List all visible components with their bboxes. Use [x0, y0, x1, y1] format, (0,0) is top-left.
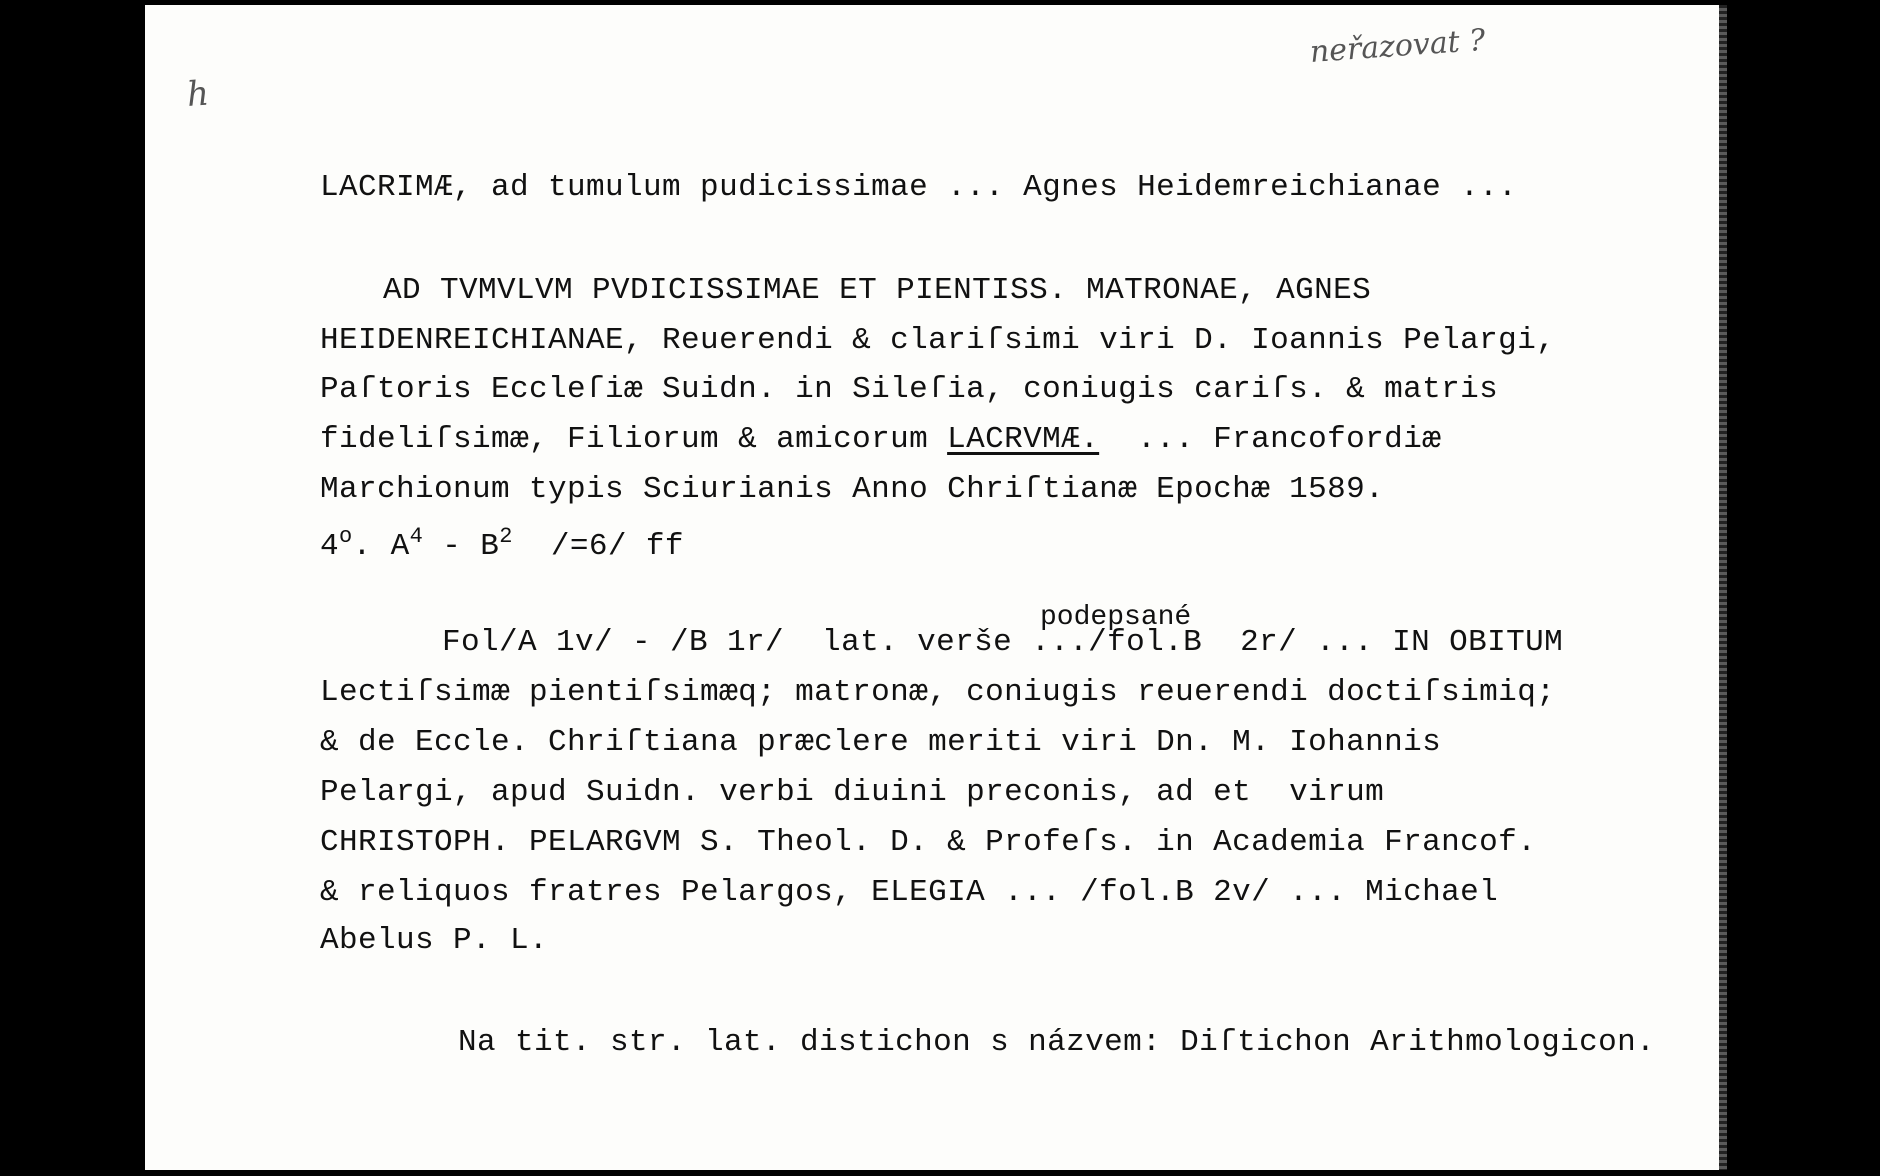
contents-line-5: CHRISTOPH. PELARGVM S. Theol. D. & Profeſs. in Academia Francof.: [320, 825, 1537, 860]
collation-leaves: /=6/ ff: [512, 529, 684, 564]
title-line-4-end: ... Francofordiæ: [1099, 422, 1442, 457]
imprint-line: Marchionum typis Sciurianis Anno Chriſtianæ Epochæ 1589.: [320, 472, 1385, 507]
contents-line-7: Abelus P. L.: [320, 923, 549, 958]
contents-line-3: & de Eccle. Chriſtiana præclere meriti viri Dn. M. Iohannis: [320, 725, 1442, 760]
collation-sign-a: . A: [352, 529, 410, 564]
contents-line-1: Fol/A 1v/ - /B 1r/ lat. verše .../fol.B 2r/ ... IN OBITUM: [442, 625, 1564, 660]
typed-overwrite-podepsane: podepsané: [1040, 602, 1192, 633]
collation-line: [320, 519, 684, 565]
title-line-2: HEIDENREICHIANAE, Reuerendi & clariſsimi viri D. Ioannis Pelargi,: [320, 323, 1556, 358]
title-line-4-start: fideliſsimæ, Filiorum & amicorum: [320, 422, 948, 457]
title-line-3: Paſtoris Eccleſiæ Suidn. in Sileſia, coniugis cariſs. & matris: [320, 372, 1499, 407]
catalog-card: [145, 5, 1727, 1170]
collation-sup-a: 4: [409, 524, 424, 549]
contents-line-2: Lectiſsimæ pientiſsimæq; matronæ, coniugis reuerendi doctiſsimiq;: [320, 675, 1556, 710]
title-line-4: [320, 422, 1441, 458]
note-line: Na tit. str. lat. distichon s názvem: Diſtichon Arithmologicon.: [458, 1025, 1656, 1060]
collation-format: 4: [320, 529, 340, 564]
underlined-lacrvmae: LACRVMÆ.: [947, 422, 1100, 457]
scan-edge-strip: [1719, 5, 1727, 1170]
collation-sup-b: 2: [499, 524, 513, 549]
pencil-mark-left: h: [185, 73, 211, 115]
card-heading-line: LACRIMÆ, ad tumulum pudicissimae ... Agnes Heidemreichianae ...: [320, 170, 1518, 205]
contents-line-6: & reliquos fratres Pelargos, ELEGIA ... /fol.B 2v/ ... Michael: [320, 875, 1499, 910]
collation-sign-b: - B: [423, 529, 500, 564]
pencil-note-top-right: neřazovat ?: [1308, 22, 1487, 70]
collation-degree: o: [339, 524, 353, 549]
title-line-1: AD TVMVLVM PVDICISSIMAE ET PIENTISS. MATRONAE, AGNES: [383, 273, 1372, 308]
contents-line-4: Pelargi, apud Suidn. verbi diuini preconis, ad et virum: [320, 775, 1385, 810]
